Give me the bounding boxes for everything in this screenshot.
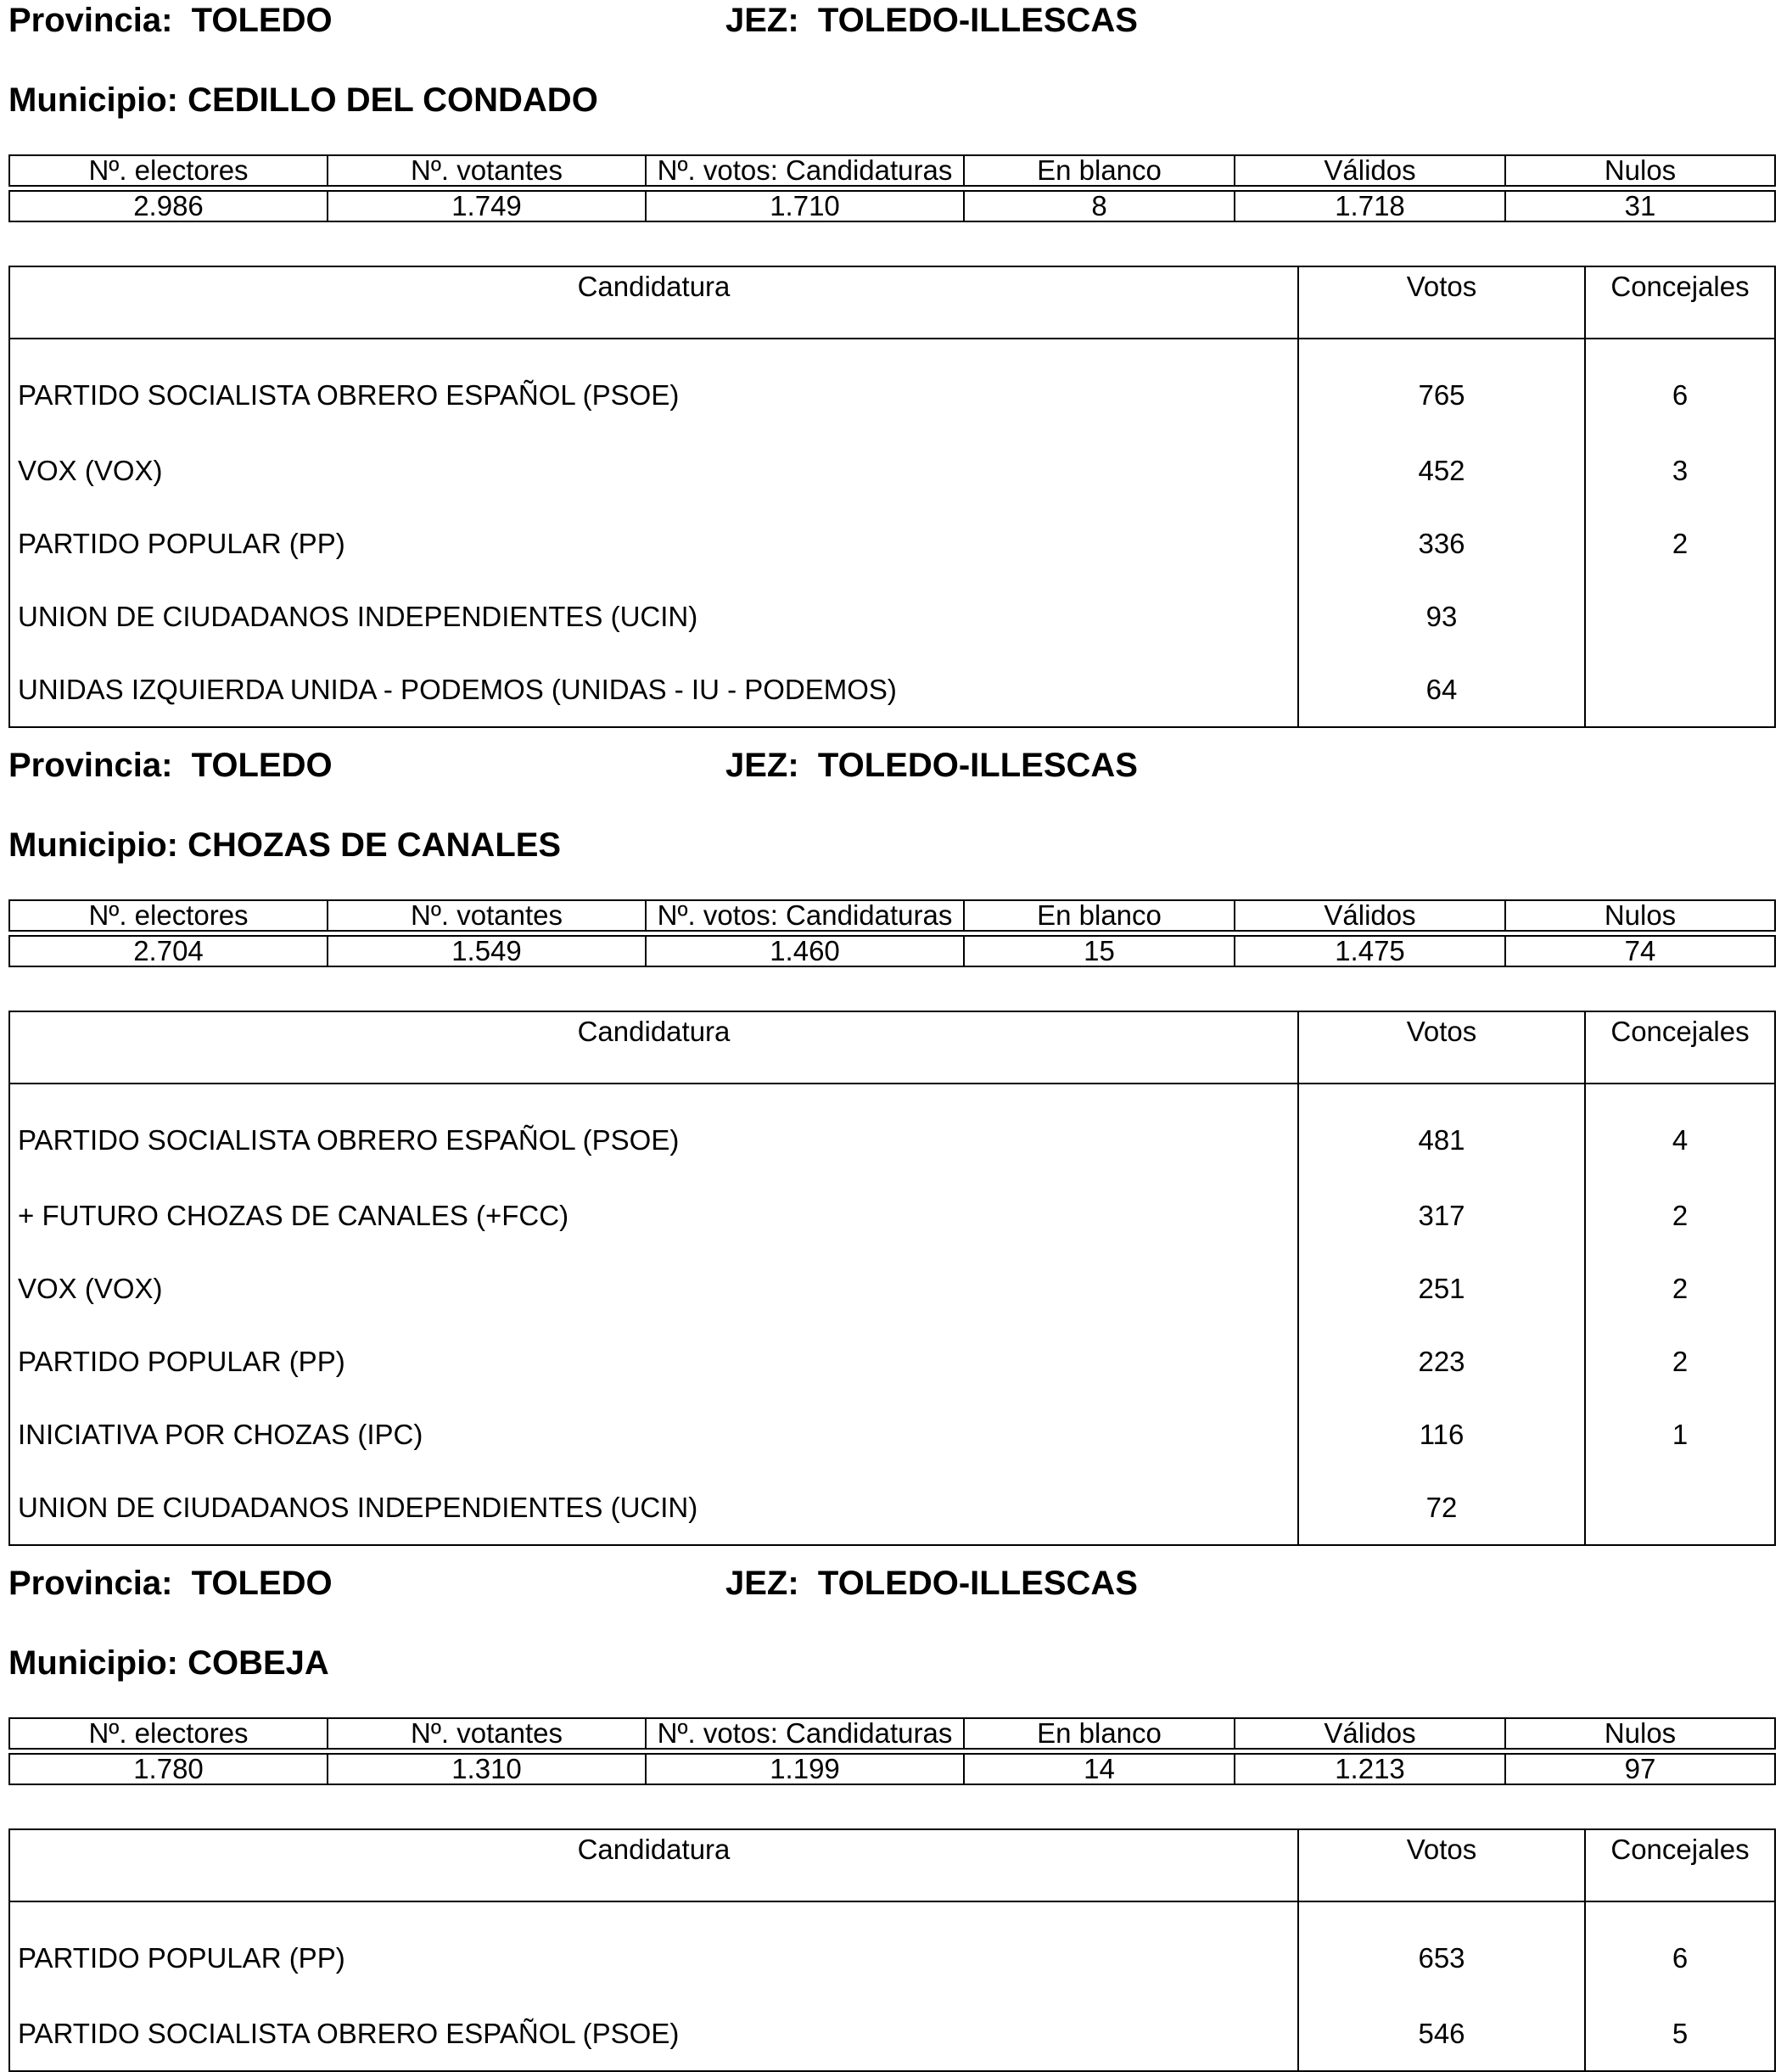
stats-header-votantes: Nº. votantes [328,900,646,931]
stats-electores: 2.704 [9,936,328,966]
candidatura-votos: 653 [1298,1901,1585,1997]
table-row [9,507,1775,580]
header-votos: Votos [1298,1011,1585,1084]
candidatura-name: UNIDAS IZQUIERDA UNIDA - PODEMOS (UNIDAS - IU - PODEMOS) [18,674,897,705]
candidatura-concejales: 2 [1585,507,1775,580]
stats-header-votos-candidaturas: Nº. votos: Candidaturas [646,900,964,931]
stats-value-row [9,191,1775,221]
provincia-heading [8,745,333,786]
stats-validos: 1.475 [1235,936,1505,966]
stats-en-blanco: 14 [964,1754,1235,1784]
municipio-heading [8,1643,329,1683]
stats-votantes: 1.549 [328,936,646,966]
header-concejales: Concejales [1585,266,1775,339]
candidatura-votos: 317 [1298,1179,1585,1252]
header-concejales: Concejales [1585,1011,1775,1084]
stats-header-en-blanco: En blanco [964,900,1235,931]
provincia-value: TOLEDO [191,2,333,39]
stats-electores: 1.780 [9,1754,328,1784]
candidatura-concejales: 6 [1585,339,1775,434]
candidaturas-header-row [9,1011,1775,1084]
candidaturas-table [8,266,1776,728]
table-row [9,1398,1775,1471]
table-row [9,1901,1775,1997]
candidatura-votos: 223 [1298,1325,1585,1398]
stats-header-en-blanco: En blanco [964,1718,1235,1749]
header-candidatura: Candidatura [9,1829,1298,1901]
header-votos: Votos [1298,1829,1585,1901]
stats-value-row [9,1754,1775,1784]
candidatura-concejales [1585,580,1775,653]
jez-value: TOLEDO-ILLESCAS [817,2,1138,39]
municipio-label: Municipio: [8,81,178,119]
table-row [9,339,1775,434]
stats-votantes: 1.749 [328,191,646,221]
stats-header-votantes: Nº. votantes [328,1718,646,1749]
candidatura-concejales: 2 [1585,1179,1775,1252]
candidatura-votos: 251 [1298,1252,1585,1325]
header-candidatura: Candidatura [9,266,1298,339]
table-row [9,434,1775,507]
candidaturas-header-row [9,266,1775,339]
candidatura-votos: 765 [1298,339,1585,434]
candidatura-concejales: 4 [1585,1084,1775,1179]
candidatura-name: PARTIDO SOCIALISTA OBRERO ESPAÑOL (PSOE) [18,1124,680,1156]
candidatura-name: + FUTURO CHOZAS DE CANALES (+FCC) [18,1200,569,1231]
candidatura-name: UNION DE CIUDADANOS INDEPENDIENTES (UCIN) [18,1492,698,1523]
stats-header-validos: Válidos [1235,155,1505,186]
candidatura-name: PARTIDO POPULAR (PP) [18,1346,345,1377]
candidatura-votos: 93 [1298,580,1585,653]
table-row [9,1325,1775,1398]
candidatura-name: PARTIDO SOCIALISTA OBRERO ESPAÑOL (PSOE) [18,379,680,411]
stats-votantes: 1.310 [328,1754,646,1784]
stats-validos: 1.213 [1235,1754,1505,1784]
candidaturas-table [8,1011,1776,1546]
table-row [9,653,1775,727]
candidatura-votos: 336 [1298,507,1585,580]
provincia-label: Provincia: [8,1565,173,1602]
stats-header-validos: Válidos [1235,900,1505,931]
stats-header-nulos: Nulos [1505,155,1775,186]
table-row [9,580,1775,653]
provincia-label: Provincia: [8,747,173,784]
stats-table [8,1717,1776,1785]
stats-header-electores: Nº. electores [9,155,328,186]
table-row [9,1084,1775,1179]
candidatura-name: PARTIDO POPULAR (PP) [18,1942,345,1974]
candidatura-name: PARTIDO POPULAR (PP) [18,528,345,559]
municipio-heading [8,825,561,865]
stats-votos-candidaturas: 1.710 [646,191,964,221]
stats-header-electores: Nº. electores [9,900,328,931]
jez-value: TOLEDO-ILLESCAS [817,1565,1138,1602]
provincia-heading [8,0,333,41]
candidatura-votos: 452 [1298,434,1585,507]
stats-nulos: 74 [1505,936,1775,966]
table-row [9,1471,1775,1545]
candidatura-votos: 72 [1298,1471,1585,1545]
stats-header-row [9,155,1775,186]
candidaturas-header-row [9,1829,1775,1901]
stats-header-row [9,900,1775,931]
candidaturas-table [8,1828,1776,2072]
jez-heading [725,745,1138,786]
stats-value-row [9,936,1775,966]
provincia-label: Provincia: [8,2,173,39]
candidatura-concejales: 1 [1585,1398,1775,1471]
jez-heading [725,1563,1138,1604]
candidatura-concejales: 5 [1585,1997,1775,2071]
municipio-value: CEDILLO DEL CONDADO [188,81,598,119]
stats-header-nulos: Nulos [1505,1718,1775,1749]
jez-value: TOLEDO-ILLESCAS [817,747,1138,784]
header-votos: Votos [1298,266,1585,339]
provincia-value: TOLEDO [191,747,333,784]
stats-header-nulos: Nulos [1505,900,1775,931]
candidatura-concejales [1585,1471,1775,1545]
stats-table [8,899,1776,967]
stats-validos: 1.718 [1235,191,1505,221]
candidatura-concejales: 3 [1585,434,1775,507]
candidatura-votos: 116 [1298,1398,1585,1471]
stats-header-en-blanco: En blanco [964,155,1235,186]
jez-label: JEZ: [725,2,799,39]
candidatura-name: VOX (VOX) [18,455,163,486]
candidatura-concejales: 6 [1585,1901,1775,1997]
table-row [9,1179,1775,1252]
municipio-heading [8,80,598,120]
jez-heading [725,0,1138,41]
stats-header-votantes: Nº. votantes [328,155,646,186]
candidatura-votos: 546 [1298,1997,1585,2071]
candidatura-name: UNION DE CIUDADANOS INDEPENDIENTES (UCIN) [18,601,698,632]
stats-votos-candidaturas: 1.460 [646,936,964,966]
stats-header-electores: Nº. electores [9,1718,328,1749]
stats-header-row [9,1718,1775,1749]
stats-en-blanco: 15 [964,936,1235,966]
stats-header-validos: Válidos [1235,1718,1505,1749]
municipio-value: COBEJA [188,1644,329,1682]
stats-electores: 2.986 [9,191,328,221]
candidatura-concejales: 2 [1585,1252,1775,1325]
candidatura-votos: 64 [1298,653,1585,727]
stats-header-votos-candidaturas: Nº. votos: Candidaturas [646,155,964,186]
stats-header-votos-candidaturas: Nº. votos: Candidaturas [646,1718,964,1749]
jez-label: JEZ: [725,747,799,784]
table-row [9,1252,1775,1325]
candidatura-name: INICIATIVA POR CHOZAS (IPC) [18,1419,423,1450]
jez-label: JEZ: [725,1565,799,1602]
municipio-label: Municipio: [8,1644,178,1682]
candidatura-concejales [1585,653,1775,727]
candidatura-name: PARTIDO SOCIALISTA OBRERO ESPAÑOL (PSOE) [18,2018,680,2049]
header-concejales: Concejales [1585,1829,1775,1901]
stats-table [8,154,1776,222]
candidatura-votos: 481 [1298,1084,1585,1179]
candidatura-name: VOX (VOX) [18,1273,163,1304]
stats-nulos: 31 [1505,191,1775,221]
stats-en-blanco: 8 [964,191,1235,221]
candidatura-concejales: 2 [1585,1325,1775,1398]
provincia-value: TOLEDO [191,1565,333,1602]
municipio-value: CHOZAS DE CANALES [188,826,562,864]
municipio-label: Municipio: [8,826,178,864]
stats-votos-candidaturas: 1.199 [646,1754,964,1784]
header-candidatura: Candidatura [9,1011,1298,1084]
provincia-heading [8,1563,333,1604]
table-row [9,1997,1775,2071]
stats-nulos: 97 [1505,1754,1775,1784]
